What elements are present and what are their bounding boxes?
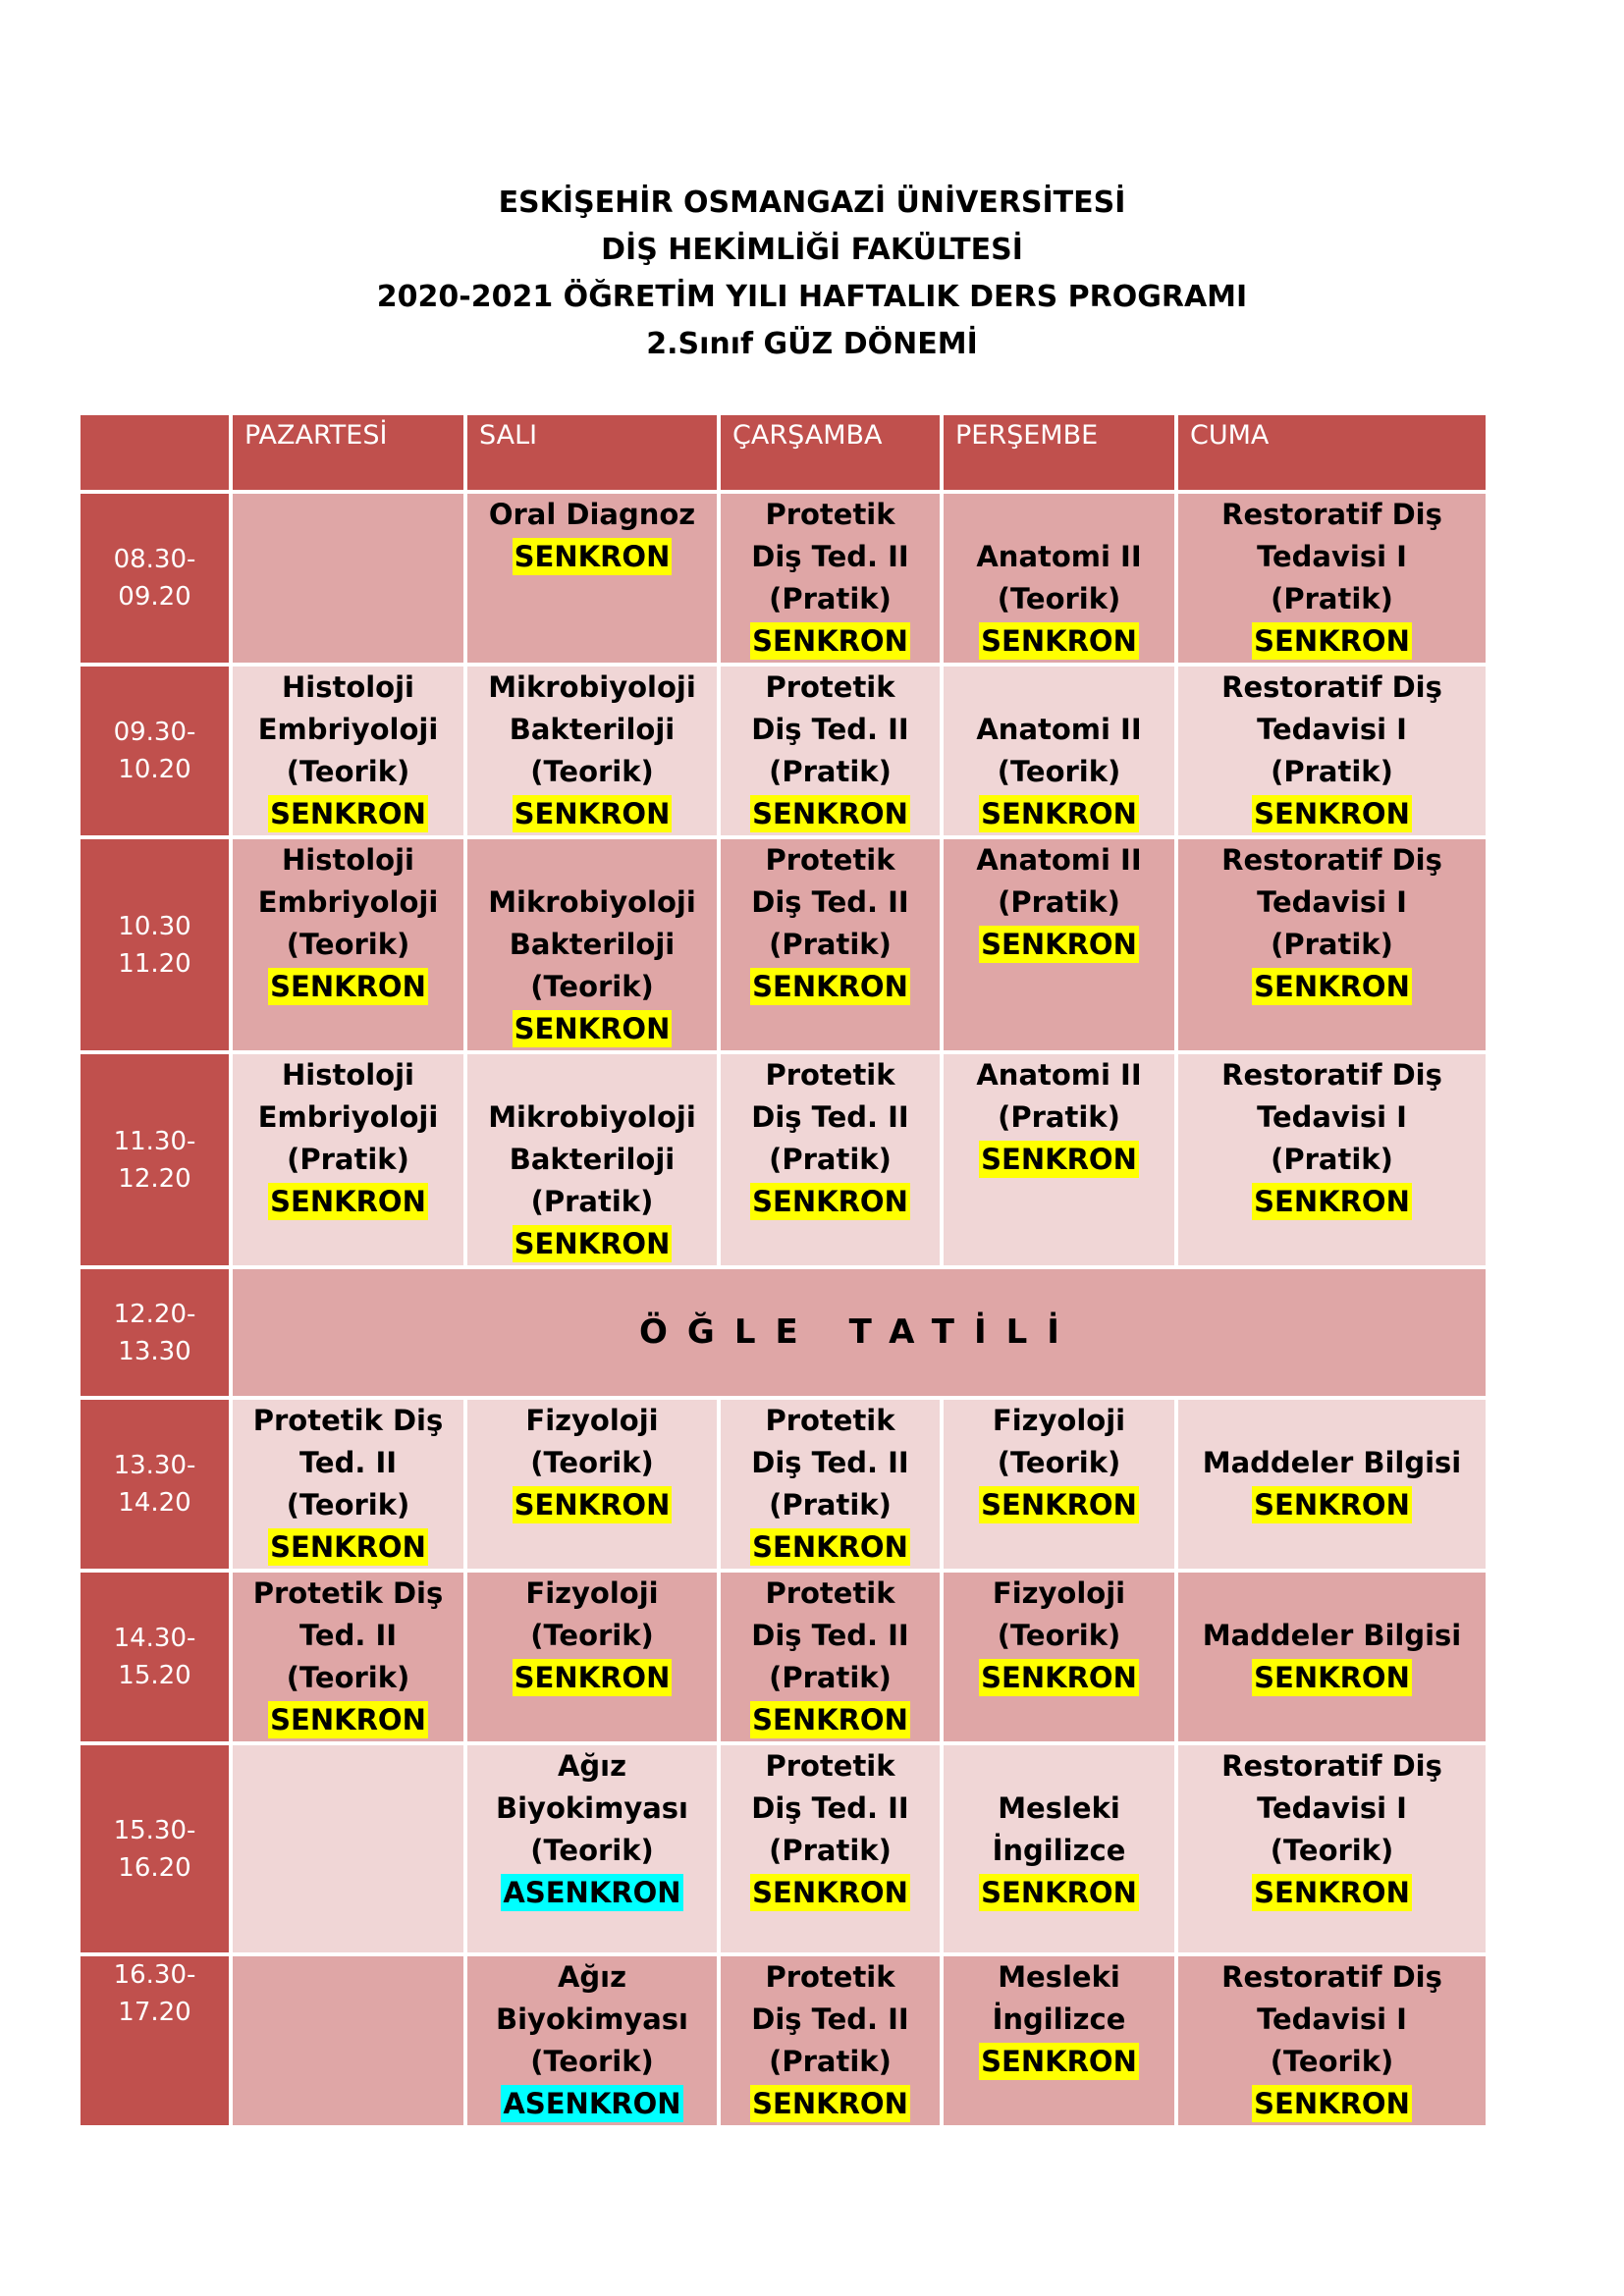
senkron-badge: SENKRON bbox=[514, 1012, 671, 1045]
course-cell bbox=[1178, 1956, 1486, 2125]
schedule-table bbox=[77, 411, 1489, 2129]
course-cell bbox=[467, 1400, 717, 1569]
course-line: Fizyoloji bbox=[992, 1576, 1126, 1610]
course-line: Tedavisi I bbox=[1257, 885, 1407, 919]
time-text: 14.20 bbox=[118, 1488, 191, 1518]
senkron-badge: SENKRON bbox=[752, 1530, 908, 1564]
course-line: Protetik Diş bbox=[252, 1576, 444, 1610]
senkron-badge: SENKRON bbox=[752, 1185, 908, 1218]
course-line bbox=[467, 1054, 717, 1096]
course-line: Protetik bbox=[765, 1576, 895, 1610]
senkron-badge: SENKRON bbox=[752, 797, 908, 830]
course-line: İngilizce bbox=[992, 1834, 1126, 1867]
course-cell bbox=[944, 1054, 1174, 1265]
time-text: 10.30 bbox=[118, 911, 191, 941]
senkron-badge: SENKRON bbox=[752, 1876, 908, 1909]
course-cell bbox=[467, 1745, 717, 1952]
course-line: Restoratif Diş bbox=[1221, 1058, 1442, 1092]
course-line: Tedavisi I bbox=[1257, 540, 1407, 573]
course-line: Diş Ted. II bbox=[751, 1619, 909, 1652]
course-line: Ağız bbox=[557, 1749, 627, 1783]
course-line: Diş Ted. II bbox=[751, 540, 909, 573]
schedule-row bbox=[81, 1400, 1486, 1569]
course-line: (Pratik) bbox=[769, 1488, 892, 1522]
course-cell bbox=[721, 1054, 940, 1265]
asenkron-badge: ASENKRON bbox=[503, 1876, 681, 1909]
course-cell bbox=[1178, 839, 1486, 1050]
course-line: (Pratik) bbox=[1271, 755, 1393, 788]
course-line: Mikrobiyoloji bbox=[488, 670, 696, 704]
course-line: Protetik bbox=[765, 670, 895, 704]
senkron-badge: SENKRON bbox=[270, 1530, 426, 1564]
course-line: İngilizce bbox=[992, 2002, 1126, 2036]
course-line: Restoratif Diş bbox=[1221, 498, 1442, 531]
senkron-badge: SENKRON bbox=[514, 540, 671, 573]
senkron-badge: SENKRON bbox=[752, 970, 908, 1003]
course-cell bbox=[467, 494, 717, 663]
course-line: Protetik bbox=[765, 1960, 895, 1994]
course-cell bbox=[944, 839, 1174, 1050]
course-line: (Teorik) bbox=[530, 1619, 654, 1652]
course-line: (Teorik) bbox=[286, 1488, 410, 1522]
senkron-badge: SENKRON bbox=[981, 1661, 1137, 1694]
course-line: Protetik bbox=[765, 1404, 895, 1437]
course-cell bbox=[233, 667, 463, 835]
course-cell bbox=[233, 839, 463, 1050]
time-slot bbox=[81, 667, 229, 835]
day-header: PERŞEMBE bbox=[944, 415, 1174, 490]
course-line: Diş Ted. II bbox=[751, 1446, 909, 1479]
senkron-badge: SENKRON bbox=[514, 1227, 671, 1260]
senkron-badge: SENKRON bbox=[752, 1703, 908, 1736]
time-slot bbox=[81, 494, 229, 663]
course-cell bbox=[721, 1745, 940, 1952]
course-line: (Pratik) bbox=[769, 582, 892, 615]
course-line: (Teorik) bbox=[286, 755, 410, 788]
schedule-row bbox=[81, 1573, 1486, 1741]
course-line: (Pratik) bbox=[769, 755, 892, 788]
course-cell bbox=[233, 1573, 463, 1741]
senkron-badge: SENKRON bbox=[1254, 624, 1410, 658]
senkron-badge: SENKRON bbox=[270, 970, 426, 1003]
course-line bbox=[1178, 1400, 1486, 1442]
course-line: (Pratik) bbox=[1271, 1143, 1393, 1176]
course-cell bbox=[1178, 1400, 1486, 1569]
senkron-badge: SENKRON bbox=[1254, 2087, 1410, 2120]
course-line: (Teorik) bbox=[1270, 1834, 1394, 1867]
course-line: Embriyoloji bbox=[257, 885, 439, 919]
course-line: Maddeler Bilgisi bbox=[1202, 1446, 1462, 1479]
course-line: (Teorik) bbox=[286, 928, 410, 961]
header-corner bbox=[81, 415, 229, 490]
course-line: (Teorik) bbox=[997, 582, 1121, 615]
course-cell bbox=[944, 1400, 1174, 1569]
title-program: 2020-2021 ÖĞRETİM YILI HAFTALIK DERS PROGRAMI bbox=[376, 280, 1248, 314]
course-line: Ted. II bbox=[298, 1619, 398, 1652]
senkron-badge: SENKRON bbox=[981, 797, 1137, 830]
course-line: (Teorik) bbox=[286, 1661, 410, 1694]
course-line: Anatomi II bbox=[976, 540, 1142, 573]
course-line bbox=[944, 494, 1174, 536]
course-line bbox=[944, 667, 1174, 709]
day-header: PAZARTESİ bbox=[233, 415, 463, 490]
schedule-row bbox=[81, 839, 1486, 1050]
schedule-row bbox=[81, 1054, 1486, 1265]
course-cell bbox=[721, 1400, 940, 1569]
senkron-badge: SENKRON bbox=[981, 2045, 1137, 2078]
course-line: Histoloji bbox=[281, 843, 414, 877]
course-line: Biyokimyası bbox=[496, 2002, 688, 2036]
schedule-row bbox=[81, 667, 1486, 835]
course-line: (Teorik) bbox=[530, 1446, 654, 1479]
time-text: 16.20 bbox=[118, 1852, 191, 1883]
time-slot bbox=[81, 1573, 229, 1741]
course-cell bbox=[467, 667, 717, 835]
course-line: Mikrobiyoloji bbox=[488, 1100, 696, 1134]
course-cell bbox=[944, 1956, 1174, 2125]
time-text: 11.20 bbox=[118, 948, 191, 979]
course-cell bbox=[467, 1573, 717, 1741]
course-cell bbox=[233, 1054, 463, 1265]
time-text: 15.30- bbox=[113, 1815, 196, 1845]
senkron-badge: SENKRON bbox=[981, 928, 1137, 961]
course-cell bbox=[721, 839, 940, 1050]
course-line: (Teorik) bbox=[997, 1446, 1121, 1479]
page-title bbox=[0, 180, 1624, 368]
course-line: (Pratik) bbox=[1271, 582, 1393, 615]
course-line: Bakteriloji bbox=[509, 713, 676, 746]
course-cell bbox=[944, 667, 1174, 835]
course-line: Tedavisi I bbox=[1257, 2002, 1407, 2036]
course-line: Histoloji bbox=[281, 670, 414, 704]
time-text: 09.30- bbox=[113, 718, 196, 747]
time-text: 13.30- bbox=[113, 1451, 196, 1480]
course-line: (Teorik) bbox=[530, 2045, 654, 2078]
course-line: Bakteriloji bbox=[509, 1143, 676, 1176]
time-text: 12.20- bbox=[113, 1299, 196, 1329]
course-line: Maddeler Bilgisi bbox=[1202, 1619, 1462, 1652]
senkron-badge: SENKRON bbox=[270, 1185, 426, 1218]
time-text: 15.20 bbox=[118, 1661, 191, 1690]
senkron-badge: SENKRON bbox=[981, 1876, 1137, 1909]
course-line: Anatomi II bbox=[976, 843, 1142, 877]
course-line: Restoratif Diş bbox=[1221, 843, 1442, 877]
time-text: 12.20 bbox=[118, 1163, 191, 1194]
course-cell bbox=[233, 494, 463, 663]
senkron-badge: SENKRON bbox=[752, 2087, 908, 2120]
course-line: Histoloji bbox=[281, 1058, 414, 1092]
header-row bbox=[81, 415, 1486, 490]
course-line: Ted. II bbox=[298, 1446, 398, 1479]
course-cell bbox=[944, 1745, 1174, 1952]
time-slot bbox=[81, 1745, 229, 1952]
course-line: Restoratif Diş bbox=[1221, 670, 1442, 704]
time-text: 10.20 bbox=[118, 755, 191, 784]
senkron-badge: SENKRON bbox=[981, 1143, 1137, 1176]
course-line: Diş Ted. II bbox=[751, 2002, 909, 2036]
course-line: (Teorik) bbox=[530, 755, 654, 788]
time-text: 11.30- bbox=[113, 1126, 196, 1156]
course-cell bbox=[944, 1573, 1174, 1741]
course-line: (Pratik) bbox=[769, 2045, 892, 2078]
senkron-badge: SENKRON bbox=[1254, 1876, 1410, 1909]
course-line: Protetik bbox=[765, 843, 895, 877]
course-line bbox=[1178, 1573, 1486, 1615]
lunch-row bbox=[81, 1269, 1486, 1396]
lunch-break-label: ÖĞLE TATİLİ bbox=[233, 1269, 1486, 1396]
senkron-badge: SENKRON bbox=[1254, 1488, 1410, 1522]
course-line: Fizyoloji bbox=[525, 1404, 659, 1437]
course-line: Protetik Diş bbox=[252, 1404, 444, 1437]
time-text: 16.30- bbox=[113, 1960, 196, 1990]
course-line: Biyokimyası bbox=[496, 1791, 688, 1825]
course-cell bbox=[721, 494, 940, 663]
course-line: (Teorik) bbox=[997, 1619, 1121, 1652]
course-line: Bakteriloji bbox=[509, 928, 676, 961]
course-line: Mikrobiyoloji bbox=[488, 885, 696, 919]
senkron-badge: SENKRON bbox=[1254, 1661, 1410, 1694]
time-text: 13.30 bbox=[118, 1336, 191, 1366]
senkron-badge: SENKRON bbox=[752, 624, 908, 658]
course-line: Mesleki bbox=[998, 1960, 1120, 1994]
course-line: (Teorik) bbox=[1270, 2045, 1394, 2078]
course-line: (Pratik) bbox=[769, 1661, 892, 1694]
time-slot bbox=[81, 1400, 229, 1569]
course-line: Tedavisi I bbox=[1257, 1791, 1407, 1825]
senkron-badge: SENKRON bbox=[514, 1661, 671, 1694]
time-text: 17.20 bbox=[118, 1998, 191, 2027]
title-faculty: DİŞ HEKİMLİĞİ FAKÜLTESİ bbox=[601, 233, 1023, 267]
course-cell bbox=[1178, 494, 1486, 663]
course-line: (Pratik) bbox=[1271, 928, 1393, 961]
course-line bbox=[467, 839, 717, 881]
course-line: Diş Ted. II bbox=[751, 1791, 909, 1825]
title-term: 2.Sınıf GÜZ DÖNEMİ bbox=[646, 327, 978, 361]
course-line: Fizyoloji bbox=[525, 1576, 659, 1610]
course-cell bbox=[233, 1400, 463, 1569]
title-university: ESKİŞEHİR OSMANGAZİ ÜNİVERSİTESİ bbox=[498, 186, 1126, 220]
course-line: (Pratik) bbox=[998, 1100, 1120, 1134]
course-cell bbox=[1178, 667, 1486, 835]
senkron-badge: SENKRON bbox=[514, 1488, 671, 1522]
course-cell bbox=[233, 1956, 463, 2125]
senkron-badge: SENKRON bbox=[270, 797, 426, 830]
time-text: 14.30- bbox=[113, 1624, 196, 1653]
course-line: Restoratif Diş bbox=[1221, 1749, 1442, 1783]
course-line: Diş Ted. II bbox=[751, 885, 909, 919]
course-cell bbox=[467, 1054, 717, 1265]
time-slot bbox=[81, 1956, 229, 2125]
senkron-badge: SENKRON bbox=[981, 624, 1137, 658]
day-header: CUMA bbox=[1178, 415, 1486, 490]
course-line: Mesleki bbox=[998, 1791, 1120, 1825]
time-slot bbox=[81, 1054, 229, 1265]
senkron-badge: SENKRON bbox=[1254, 1185, 1410, 1218]
course-line: Oral Diagnoz bbox=[488, 498, 696, 531]
schedule-row bbox=[81, 494, 1486, 663]
course-cell bbox=[467, 1956, 717, 2125]
course-line: Tedavisi I bbox=[1257, 713, 1407, 746]
course-cell bbox=[1178, 1573, 1486, 1741]
day-header: SALI bbox=[467, 415, 717, 490]
senkron-badge: SENKRON bbox=[981, 1488, 1137, 1522]
senkron-badge: SENKRON bbox=[514, 797, 671, 830]
course-line: (Pratik) bbox=[530, 1185, 654, 1218]
course-cell bbox=[233, 1745, 463, 1952]
course-line: Anatomi II bbox=[976, 713, 1142, 746]
course-line: Anatomi II bbox=[976, 1058, 1142, 1092]
course-line: (Pratik) bbox=[769, 1834, 892, 1867]
time-slot bbox=[81, 839, 229, 1050]
course-line: (Pratik) bbox=[998, 885, 1120, 919]
course-cell bbox=[1178, 1745, 1486, 1952]
course-line: Embriyoloji bbox=[257, 713, 439, 746]
course-line: Protetik bbox=[765, 498, 895, 531]
schedule-row bbox=[81, 1745, 1486, 1952]
course-line: (Pratik) bbox=[769, 1143, 892, 1176]
senkron-badge: SENKRON bbox=[270, 1703, 426, 1736]
course-line: Fizyoloji bbox=[992, 1404, 1126, 1437]
senkron-badge: SENKRON bbox=[1254, 970, 1410, 1003]
course-line: (Teorik) bbox=[530, 1834, 654, 1867]
day-header: ÇARŞAMBA bbox=[721, 415, 940, 490]
course-cell bbox=[721, 667, 940, 835]
course-line: Protetik bbox=[765, 1749, 895, 1783]
course-cell bbox=[944, 494, 1174, 663]
course-line: (Pratik) bbox=[287, 1143, 409, 1176]
course-line: (Teorik) bbox=[530, 970, 654, 1003]
course-line: Embriyoloji bbox=[257, 1100, 439, 1134]
course-cell bbox=[1178, 1054, 1486, 1265]
time-text: 09.20 bbox=[118, 582, 191, 612]
course-cell bbox=[467, 839, 717, 1050]
course-line: Protetik bbox=[765, 1058, 895, 1092]
course-line: (Teorik) bbox=[997, 755, 1121, 788]
course-cell bbox=[721, 1956, 940, 2125]
time-slot bbox=[81, 1269, 229, 1396]
course-line: Diş Ted. II bbox=[751, 713, 909, 746]
course-line: Ağız bbox=[557, 1960, 627, 1994]
asenkron-badge: ASENKRON bbox=[503, 2087, 681, 2120]
course-line: (Pratik) bbox=[769, 928, 892, 961]
course-line: Tedavisi I bbox=[1257, 1100, 1407, 1134]
course-line: Restoratif Diş bbox=[1221, 1960, 1442, 1994]
time-text: 08.30- bbox=[113, 545, 196, 574]
senkron-badge: SENKRON bbox=[1254, 797, 1410, 830]
course-cell bbox=[721, 1573, 940, 1741]
schedule-row bbox=[81, 1956, 1486, 2125]
course-line: Diş Ted. II bbox=[751, 1100, 909, 1134]
course-line bbox=[944, 1745, 1174, 1788]
